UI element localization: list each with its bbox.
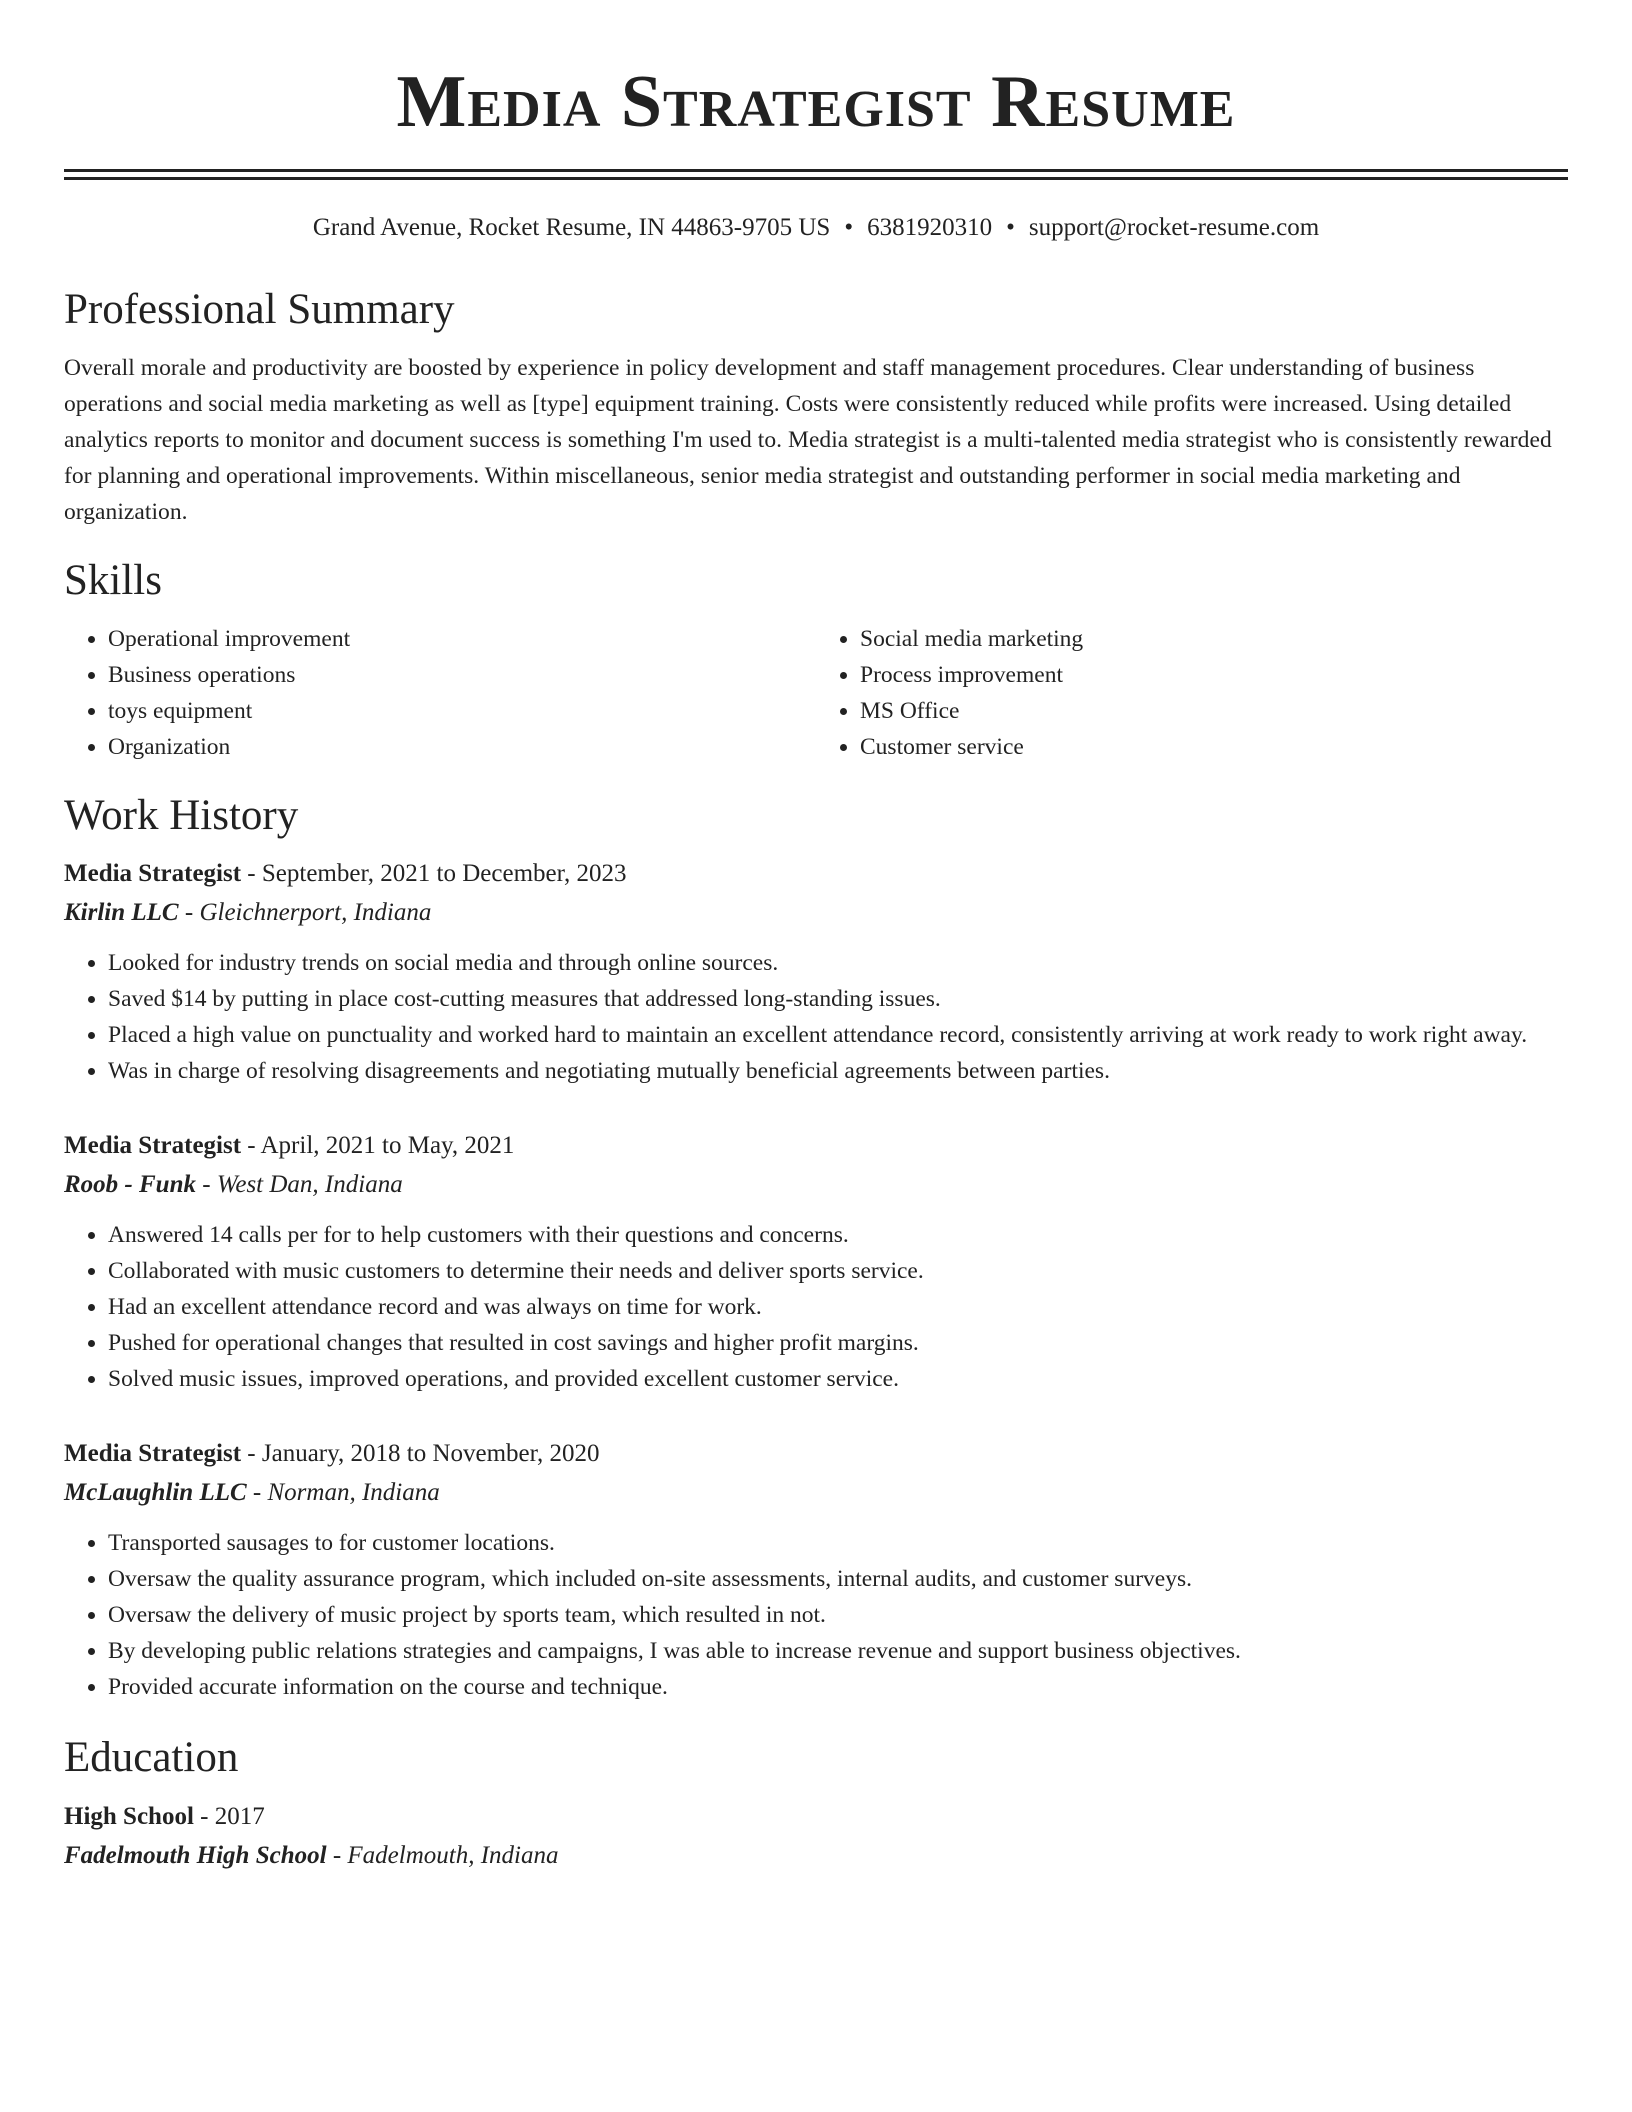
- job-role-line: Media Strategist - September, 2021 to December, 2023: [64, 860, 627, 887]
- education-degree: High School: [64, 1803, 194, 1830]
- skills-right-list: [816, 621, 1568, 765]
- job-bullet: • By developing public relations strategies and campaigns, I was able to increase revenue and support business objectives.: [108, 1633, 1568, 1669]
- skill-item: • toys equipment: [108, 693, 816, 729]
- resume-title: Media Strategist Resume: [396, 61, 1236, 143]
- education-school-line: Fadelmouth High School - Fadelmouth, Indiana: [64, 1842, 559, 1869]
- job-bullet: • Transported sausages to for customer locations.: [108, 1525, 1568, 1561]
- contact-line: [64, 213, 1568, 243]
- job-dates: April, 2021 to May, 2021: [260, 1132, 515, 1159]
- skill-item: • Process improvement: [860, 657, 1568, 693]
- contact-separator: •: [1006, 214, 1015, 241]
- skill-item: • MS Office: [860, 693, 1568, 729]
- contact-address: Grand Avenue, Rocket Resume, IN 44863-9705 US: [312, 214, 831, 241]
- summary-text: Overall morale and productivity are boosted by experience in policy development and staff management procedures. Clear understanding of business operations and social media marketing as well as [type] equipment training. Costs were consistently reduced while profits were increased. Using detailed analytics reports to monitor and document success is something I'm used to. Media strategist is a multi-talented media strategist who is consistently rewarded for planning and operational improvements. Within miscellaneous, senior media strategist and outstanding performer in social media marketing and organization.: [64, 355, 1552, 525]
- job-bullet: • Oversaw the quality assurance program, which included on-site assessments, internal audits, and customer surveys.: [108, 1561, 1568, 1597]
- job-bullet: • Was in charge of resolving disagreements and negotiating mutually beneficial agreements between parties.: [108, 1053, 1568, 1089]
- skills-left-list: [64, 621, 816, 765]
- education-heading: Education: [64, 1734, 239, 1781]
- education-year: 2017: [214, 1803, 265, 1830]
- job-bullets: [64, 1525, 1568, 1705]
- job-bullet: • Solved music issues, improved operations, and provided excellent customer service.: [108, 1361, 1568, 1397]
- job-title: Media Strategist: [64, 860, 242, 887]
- summary-heading: Professional Summary: [64, 286, 455, 333]
- job-bullet: • Had an excellent attendance record and was always on time for work.: [108, 1289, 1568, 1325]
- job-title: Media Strategist: [64, 1440, 242, 1467]
- job-company: Kirlin LLC: [64, 899, 179, 926]
- job-bullets: [64, 1217, 1568, 1397]
- job-bullets: [64, 945, 1568, 1089]
- work-history-section: [64, 791, 1568, 1705]
- education-school: Fadelmouth High School: [64, 1842, 327, 1869]
- contact-separator: •: [844, 214, 854, 241]
- education-entry: [64, 1798, 1568, 1876]
- education-section: [64, 1733, 1568, 1876]
- skill-item: • Business operations: [108, 657, 816, 693]
- job-company-line: McLaughlin LLC - Norman, Indiana: [64, 1479, 440, 1506]
- job-location: Norman, Indiana: [267, 1479, 440, 1506]
- job-entry: [64, 1127, 1568, 1397]
- skills-columns: [64, 621, 1568, 765]
- job-bullet: • Oversaw the delivery of music project by sports team, which resulted in not.: [108, 1597, 1568, 1633]
- job-bullet: • Collaborated with music customers to determine their needs and deliver sports service.: [108, 1253, 1568, 1289]
- job-bullet: • Looked for industry trends on social media and through online sources.: [108, 945, 1568, 981]
- skill-item: • Operational improvement: [108, 621, 816, 657]
- skills-heading: Skills: [64, 557, 162, 604]
- education-degree-line: High School - 2017: [64, 1803, 265, 1830]
- job-role-line: Media Strategist - January, 2018 to November, 2020: [64, 1440, 600, 1467]
- job-location: Gleichnerport, Indiana: [199, 899, 432, 926]
- job-company: Roob - Funk: [64, 1171, 196, 1198]
- contact-phone: 6381920310: [867, 214, 993, 241]
- work-history-heading: Work History: [64, 792, 299, 839]
- skill-item: • Organization: [108, 729, 816, 765]
- job-bullet: • Placed a high value on punctuality and worked hard to maintain an excellent attendance record, consistently arriving at work ready to work right away.: [108, 1017, 1568, 1053]
- title-divider-bottom: [64, 177, 1568, 180]
- job-bullet: • Answered 14 calls per for to help customers with their questions and concerns.: [108, 1217, 1568, 1253]
- job-dates: January, 2018 to November, 2020: [261, 1440, 600, 1467]
- job-entry: [64, 1435, 1568, 1705]
- job-bullet: • Saved $14 by putting in place cost-cutting measures that addressed long-standing issues.: [108, 981, 1568, 1017]
- skill-item: • Customer service: [860, 729, 1568, 765]
- title-divider-top: [64, 169, 1568, 172]
- skills-section: [64, 556, 1568, 765]
- contact-email: support@rocket-resume.com: [1028, 214, 1320, 241]
- job-company-line: Kirlin LLC - Gleichnerport, Indiana: [64, 899, 432, 926]
- job-company: McLaughlin LLC: [64, 1479, 247, 1506]
- education-location: Fadelmouth, Indiana: [347, 1842, 559, 1869]
- job-entry: [64, 855, 1568, 1089]
- skill-item: • Social media marketing: [860, 621, 1568, 657]
- job-title: Media Strategist: [64, 1132, 242, 1159]
- job-bullet: • Provided accurate information on the course and technique.: [108, 1669, 1568, 1705]
- job-bullet: • Pushed for operational changes that resulted in cost savings and higher profit margins.: [108, 1325, 1568, 1361]
- job-dates: September, 2021 to December, 2023: [261, 860, 627, 887]
- summary-section: [64, 285, 1568, 530]
- job-location: West Dan, Indiana: [216, 1171, 403, 1198]
- job-role-line: Media Strategist - April, 2021 to May, 2021: [64, 1132, 515, 1159]
- job-company-line: Roob - Funk - West Dan, Indiana: [64, 1171, 403, 1198]
